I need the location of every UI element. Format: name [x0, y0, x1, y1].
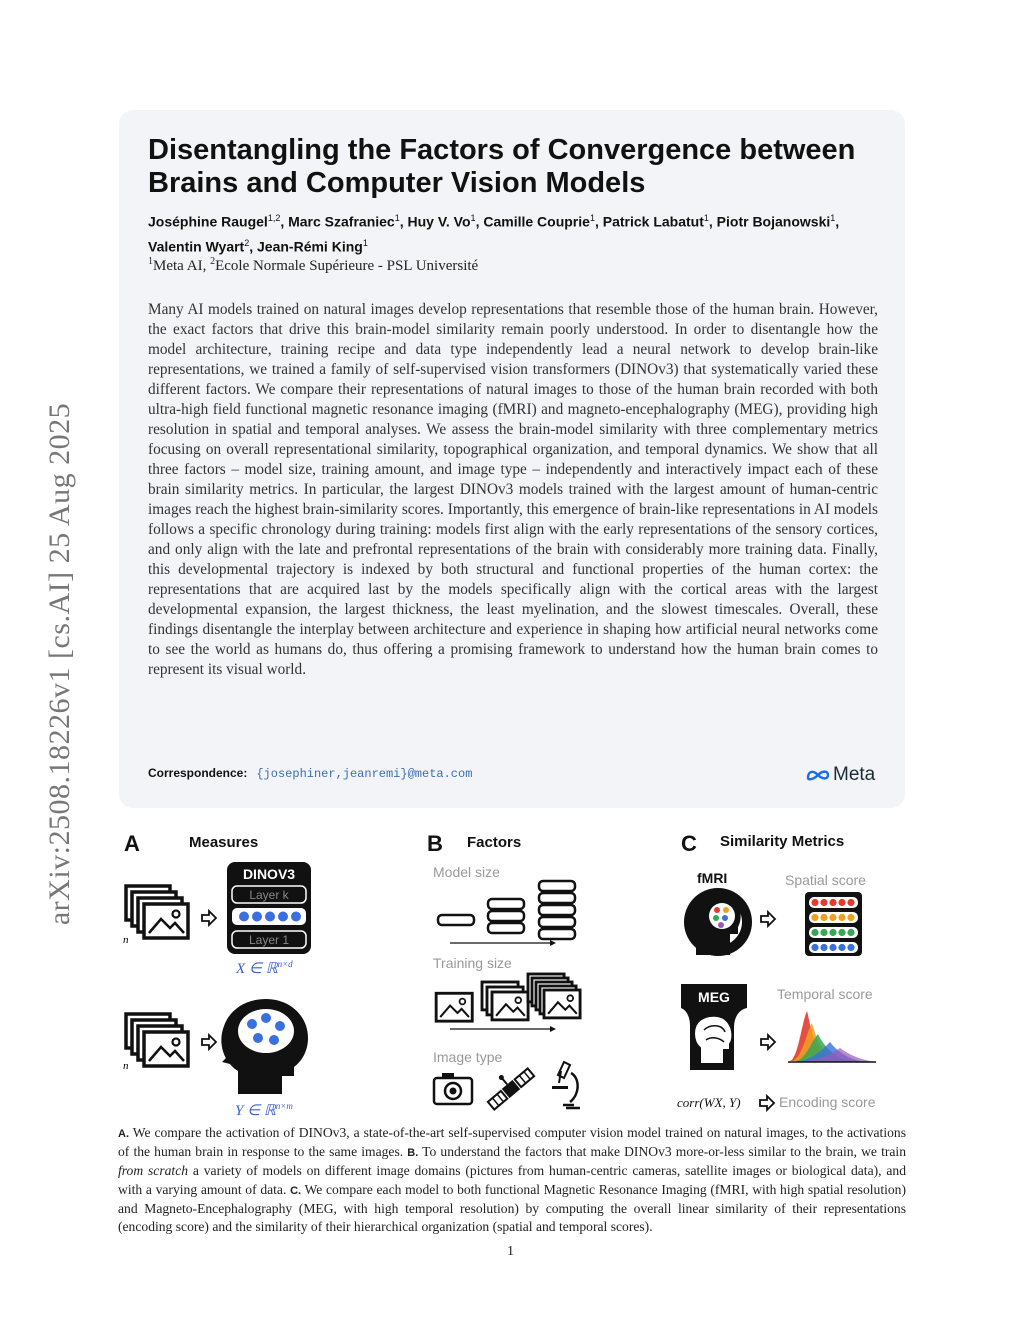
arrow-icon: [202, 911, 216, 925]
affiliation-number: 1: [148, 256, 153, 267]
brain-head-icon: [221, 999, 308, 1094]
author-affiliation-marker: 1: [394, 213, 400, 223]
fmri-label: fMRI: [697, 870, 728, 886]
meta-infinity-icon: [806, 768, 830, 782]
panel-c-letter: C: [681, 831, 697, 856]
author-name: Valentin Wyart: [148, 238, 245, 255]
affiliation-number: 2: [210, 256, 216, 267]
meg-label: MEG: [698, 989, 730, 1005]
microscope-icon: [552, 1062, 580, 1108]
x-formula: X ∈ ℝ$^{n\times d}$: [236, 959, 293, 977]
author-name: Camille Couprie: [483, 213, 590, 230]
author-name: Patrick Labatut: [602, 213, 704, 230]
correspondence: [148, 766, 472, 781]
author-name: Jean-Rémi King: [257, 238, 363, 255]
panel-a-title: Measures: [189, 834, 259, 851]
arrow-icon-c3: [760, 1096, 774, 1110]
author-name: Joséphine Raugel: [148, 213, 268, 230]
image-type-label: Image type: [433, 1049, 503, 1065]
page-number: 1: [507, 1244, 514, 1259]
image-stack-icon: [126, 886, 188, 938]
n-label-top: n: [123, 934, 129, 946]
meta-wordmark: Meta: [833, 764, 876, 785]
affiliation-name: Ecole Normale Supérieure - PSL Université: [215, 258, 479, 274]
caption-b-emphasis: from scratch: [118, 1163, 189, 1179]
y-formula: Y ∈ ℝ$^{n\times m}$: [235, 1101, 293, 1119]
author-name: Marc Szafraniec: [288, 213, 395, 230]
camera-icon: [434, 1073, 472, 1104]
dinov3-network-icon: [227, 862, 311, 954]
n-label-bottom: n: [123, 1060, 129, 1072]
arrow-icon-c1: [761, 912, 775, 926]
temporal-score-label: Temporal score: [777, 986, 873, 1002]
paper-title: Disentangling the Factors of Convergence between Brains and Computer Vision Models: [148, 134, 856, 199]
author-affiliation-marker: 1: [362, 237, 368, 248]
panel-a-letter: A: [124, 831, 140, 856]
arxiv-identifier: arXiv:2508.18226v1 [cs.AI] 25 Aug 2025: [43, 402, 76, 926]
caption-a-label: A.: [118, 1128, 129, 1140]
meta-logo: [806, 764, 875, 786]
panel-b-letter: B: [427, 831, 443, 856]
layer-1-label: Layer 1: [248, 933, 290, 947]
author-affiliation-marker: 1: [703, 213, 709, 223]
arrow-icon-2: [202, 1035, 216, 1049]
dinov3-label: DINOV3: [242, 866, 296, 882]
affiliation-name: Meta AI: [153, 258, 203, 274]
caption-c-label: C.: [290, 1184, 302, 1197]
spatial-score-grid-icon: [805, 892, 862, 956]
panel-c-title: Similarity Metrics: [720, 833, 845, 850]
author-affiliation-marker: 1: [470, 213, 476, 223]
satellite-icon: [480, 1059, 535, 1110]
corr-formula: corr(WX, Y): [677, 1095, 741, 1110]
author-list: Joséphine Raugel$^{1,2}$, Marc Szafraniec$^1$, Huy V. Vo$^1$, Camille Couprie$^1$, Patrick Labatut$^1$, Piotr Bojanowski$^1$, Valentin Wyart$^2$, Jean-Rémi King$^1$: [148, 213, 840, 255]
affiliations: $^1$Meta AI, $^2$Ecole Normale Supérieure - PSL Université: [148, 256, 479, 274]
training-size-icons: [436, 974, 580, 1032]
correspondence-email[interactable]: {josephiner,jeanremi}@meta.com: [256, 767, 473, 781]
caption-a-text: We compare the activation of DINOv3, a state-of-the-art self-supervised computer vision model trained on natural images, to the activations of the human brain in response to the same images.: [118, 1125, 906, 1160]
abstract: Many AI models trained on natural images develop representations that resemble those of the human brain. However, the exact factors that drive this brain-model similarity remain poorly understood. In order to disentangle how the model architecture, training recipe and data type independently lead a neural network to develop brain-like representations, we trained a family of self-supervised vision transformers (DINOv3) that systematically varied these different factors. We compare their representations of natural images to those of the human brain recorded with both ultra-high field functional magnetic resonance imaging (fMRI) and magneto-encephalography (MEG), providing high resolution in spatial and temporal analyses. We assess the brain-model similarity with three complementary metrics focusing on overall representational similarity, topographical organization, and temporal dynamics. We show that all three factors – model size, training amount, and image type – independently and interactively impact each of these brain similarity metrics. In particular, the largest DINOv3 models trained with the largest amount of human-centric images reach the highest brain-similarity scores. Importantly, this emergence of brain-like representations in AI models follows a specific chronology during training: models first align with the early representations of the sensory cortices, and only align with the late and prefrontal representations of the brain with considerably more training data. Finally, this developmental trajectory is indexed by both structural and functional properties of the human cortex: the representations that are acquired last by the models specifically align with the cortical areas with the largest developmental expansion, the largest thickness, the least myelination, and the slowest timescales. Overall, these findings disentangle the interplay between architecture and experience in shaping how artificial neural networks come to see the world as humans do, thus offering a promising framework to understand how the human brain comes to represent its visual world.: [148, 301, 878, 678]
caption-b-label: B.: [407, 1147, 419, 1160]
arrow-icon-c2: [761, 1035, 775, 1049]
author-name: Huy V. Vo: [407, 213, 471, 230]
caption-b-text-2: a variety of models on different image domains (pictures from human-centric cameras, satellite images or biological data), and with a varying amount of data.: [118, 1163, 906, 1197]
author-affiliation-marker: 2: [244, 237, 250, 248]
correspondence-label: Correspondence:: [148, 766, 248, 780]
layer-k-label: Layer k: [249, 888, 289, 902]
image-stack-icon-2: [126, 1014, 188, 1066]
model-size-icons: [438, 881, 575, 946]
training-size-label: Training size: [433, 955, 512, 971]
encoding-score-label: Encoding score: [779, 1094, 876, 1110]
author-affiliation-marker: 1: [830, 213, 836, 223]
author-affiliation-marker: 1: [589, 213, 595, 223]
overview-figure: [118, 826, 908, 1126]
figure-caption: [118, 1124, 906, 1236]
caption-c-text: We compare each model to both functional Magnetic Resonance Imaging (fMRI, with high spatial resolution) and Magneto-Encephalography (MEG, with high temporal resolution) by computing the overall linear similarity of their representations (encoding score) and the similarity of their hierarchical organization (spatial and temporal scores).: [118, 1181, 907, 1235]
panel-b-title: Factors: [467, 834, 522, 851]
author-affiliation-marker: 1,2: [267, 213, 281, 223]
caption-b-text-1: To understand the factors that make DINOv3 more-or-less similar to the brain, we train: [422, 1144, 906, 1160]
meg-brain-icon: [681, 984, 747, 1070]
temporal-score-curves-icon: [788, 1011, 876, 1062]
spatial-score-label: Spatial score: [785, 872, 866, 888]
fmri-brain-icon: [684, 888, 752, 956]
model-size-label: Model size: [433, 864, 500, 880]
author-name: Piotr Bojanowski: [716, 213, 831, 230]
